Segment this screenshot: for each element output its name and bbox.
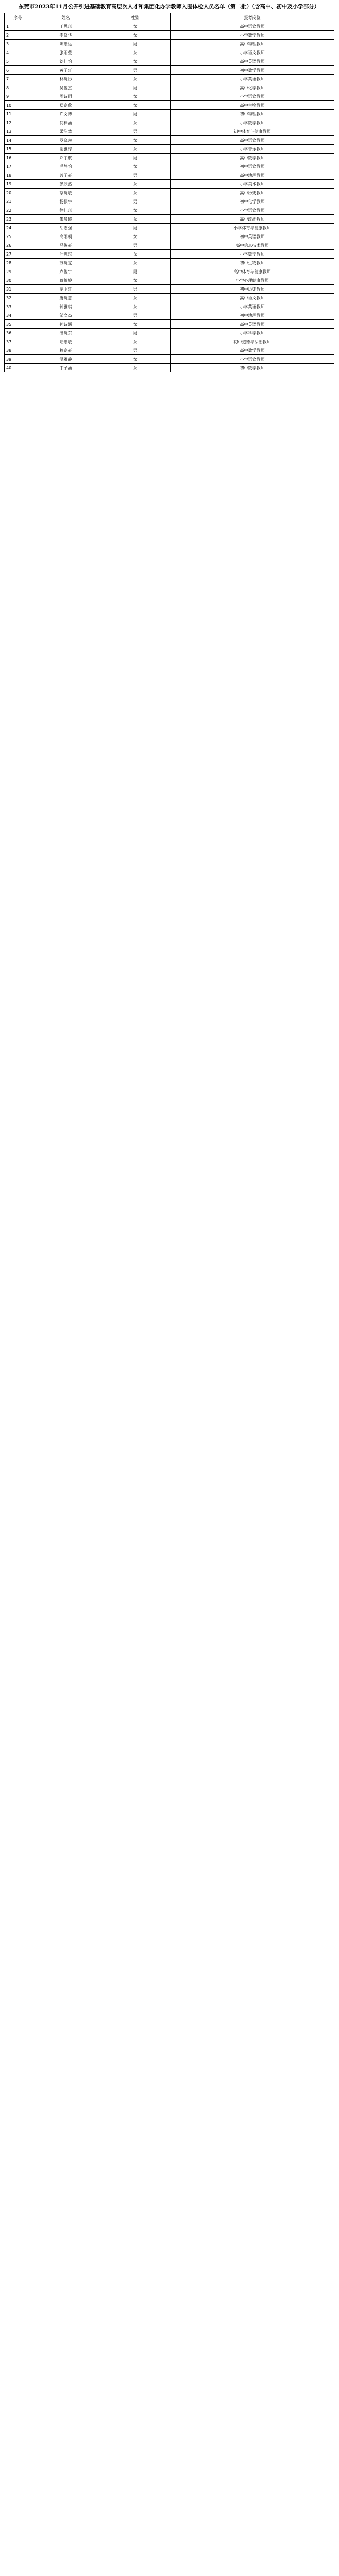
candidate-gender: 男 — [100, 197, 171, 206]
candidate-gender: 女 — [100, 118, 171, 127]
candidate-gender: 男 — [100, 110, 171, 118]
table-row — [5, 31, 334, 40]
applied-position: 高中数学教师 — [171, 154, 334, 162]
table-row — [5, 40, 334, 48]
table-row — [5, 215, 334, 224]
row-number: 22 — [5, 206, 31, 215]
candidate-gender: 女 — [100, 320, 171, 329]
candidate-name: 胡志强 — [31, 224, 100, 232]
table-row — [5, 48, 334, 57]
table-row — [5, 145, 334, 154]
table-row — [5, 162, 334, 171]
applied-position: 初中化学教师 — [171, 197, 334, 206]
candidate-gender: 女 — [100, 180, 171, 189]
candidate-gender: 女 — [100, 48, 171, 57]
row-number: 6 — [5, 66, 31, 75]
candidate-gender: 女 — [100, 355, 171, 364]
row-number: 27 — [5, 250, 31, 259]
applied-position: 高中英语教师 — [171, 320, 334, 329]
candidate-gender: 女 — [100, 215, 171, 224]
candidate-name: 郑嘉欣 — [31, 101, 100, 110]
applied-position: 初中数学教师 — [171, 66, 334, 75]
row-number: 39 — [5, 355, 31, 364]
candidate-gender: 男 — [100, 267, 171, 276]
candidate-name: 梁浩然 — [31, 127, 100, 136]
row-number: 2 — [5, 31, 31, 40]
row-number: 24 — [5, 224, 31, 232]
candidate-gender: 女 — [100, 250, 171, 259]
candidate-gender: 男 — [100, 285, 171, 294]
candidate-name: 钟雅琪 — [31, 302, 100, 311]
applied-position: 高中政治教师 — [171, 215, 334, 224]
table-row — [5, 276, 334, 285]
row-number: 5 — [5, 57, 31, 66]
candidate-name: 杨振宇 — [31, 197, 100, 206]
candidate-name: 叶思琪 — [31, 250, 100, 259]
table-row — [5, 171, 334, 180]
table-row — [5, 320, 334, 329]
candidate-gender: 女 — [100, 302, 171, 311]
table-row — [5, 302, 334, 311]
table-row — [5, 118, 334, 127]
table-row — [5, 337, 334, 346]
candidate-gender: 女 — [100, 101, 171, 110]
candidate-name: 刘佳怡 — [31, 57, 100, 66]
table-row — [5, 241, 334, 250]
candidate-gender: 女 — [100, 189, 171, 197]
applied-position: 小学体育与健康教师 — [171, 224, 334, 232]
table-row — [5, 311, 334, 320]
applied-position: 初中数学教师 — [171, 364, 334, 372]
row-number: 13 — [5, 127, 31, 136]
candidate-gender: 男 — [100, 329, 171, 337]
row-number: 35 — [5, 320, 31, 329]
row-number: 7 — [5, 75, 31, 83]
table-row — [5, 346, 334, 355]
candidate-name: 徐佳琪 — [31, 206, 100, 215]
candidate-gender: 女 — [100, 31, 171, 40]
candidate-name: 吴俊杰 — [31, 83, 100, 92]
table-row — [5, 154, 334, 162]
candidate-gender: 男 — [100, 224, 171, 232]
applied-position: 初中语文教师 — [171, 162, 334, 171]
header-number: 序号 — [5, 13, 31, 22]
row-number: 1 — [5, 22, 31, 31]
row-number: 37 — [5, 337, 31, 346]
row-number: 10 — [5, 101, 31, 110]
row-number: 17 — [5, 162, 31, 171]
header-name: 姓名 — [31, 13, 100, 22]
candidate-name: 林晓彤 — [31, 75, 100, 83]
table-row — [5, 57, 334, 66]
candidate-gender: 女 — [100, 337, 171, 346]
candidate-gender: 男 — [100, 40, 171, 48]
candidate-name: 邓宇航 — [31, 154, 100, 162]
table-header-row — [5, 13, 334, 22]
table-row — [5, 189, 334, 197]
table-row — [5, 232, 334, 241]
candidate-name: 黄子轩 — [31, 66, 100, 75]
row-number: 40 — [5, 364, 31, 372]
header-position: 报考岗位 — [171, 13, 334, 22]
row-number: 30 — [5, 276, 31, 285]
applied-position: 小学数学教师 — [171, 31, 334, 40]
candidate-gender: 女 — [100, 57, 171, 66]
table-row — [5, 259, 334, 267]
applied-position: 初中历史教师 — [171, 285, 334, 294]
candidate-gender: 女 — [100, 206, 171, 215]
applied-position: 高中化学教师 — [171, 83, 334, 92]
candidate-gender: 女 — [100, 136, 171, 145]
candidate-name: 孙诗涵 — [31, 320, 100, 329]
applied-position: 初中体育与健康教师 — [171, 127, 334, 136]
candidate-name: 何梓涵 — [31, 118, 100, 127]
table-row — [5, 22, 334, 31]
applied-position: 高中生物教师 — [171, 101, 334, 110]
candidate-gender: 女 — [100, 276, 171, 285]
row-number: 36 — [5, 329, 31, 337]
applied-position: 高中地理教师 — [171, 171, 334, 180]
row-number: 32 — [5, 294, 31, 302]
candidate-gender: 男 — [100, 171, 171, 180]
row-number: 11 — [5, 110, 31, 118]
header-gender: 性别 — [100, 13, 171, 22]
applied-position: 小学语文教师 — [171, 355, 334, 364]
candidate-gender: 女 — [100, 232, 171, 241]
applied-position: 高中语文教师 — [171, 22, 334, 31]
candidate-gender: 男 — [100, 154, 171, 162]
table-row — [5, 75, 334, 83]
table-row — [5, 206, 334, 215]
table-row — [5, 267, 334, 276]
table-row — [5, 364, 334, 372]
candidate-name: 陈思远 — [31, 40, 100, 48]
row-number: 21 — [5, 197, 31, 206]
applied-position: 小学语文教师 — [171, 206, 334, 215]
candidate-name: 冯静怡 — [31, 162, 100, 171]
applied-position: 小学心理健康教师 — [171, 276, 334, 285]
candidate-gender: 男 — [100, 241, 171, 250]
applied-position: 初中物理教师 — [171, 110, 334, 118]
table-row — [5, 83, 334, 92]
row-number: 14 — [5, 136, 31, 145]
applied-position: 小学科学教师 — [171, 329, 334, 337]
applied-position: 初中英语教师 — [171, 232, 334, 241]
candidate-gender: 男 — [100, 311, 171, 320]
table-row — [5, 92, 334, 101]
candidate-gender: 女 — [100, 75, 171, 83]
applied-position: 小学英语教师 — [171, 302, 334, 311]
document — [4, 3, 334, 372]
applied-position: 小学音乐教师 — [171, 145, 334, 154]
candidate-name: 范明轩 — [31, 285, 100, 294]
row-number: 16 — [5, 154, 31, 162]
applied-position: 高中语文教师 — [171, 294, 334, 302]
candidate-name: 丁子涵 — [31, 364, 100, 372]
applied-position: 高中语文教师 — [171, 136, 334, 145]
candidate-name: 朱晨曦 — [31, 215, 100, 224]
candidate-name: 唐晓慧 — [31, 294, 100, 302]
applied-position: 高中信息技术教师 — [171, 241, 334, 250]
candidate-gender: 女 — [100, 259, 171, 267]
candidate-name: 许文博 — [31, 110, 100, 118]
row-number: 3 — [5, 40, 31, 48]
row-number: 31 — [5, 285, 31, 294]
table-row — [5, 224, 334, 232]
candidate-gender: 男 — [100, 127, 171, 136]
row-number: 38 — [5, 346, 31, 355]
page-title: 东莞市2023年11月公开引进基础教育高层次人才和集团化办学教师入围体检人员名单（第二批）（含高中、初中及小学部分） — [18, 4, 320, 10]
candidate-name: 苏晓雯 — [31, 259, 100, 267]
row-number: 26 — [5, 241, 31, 250]
row-number: 12 — [5, 118, 31, 127]
row-number: 25 — [5, 232, 31, 241]
candidate-gender: 男 — [100, 346, 171, 355]
candidate-name: 温雅静 — [31, 355, 100, 364]
row-number: 23 — [5, 215, 31, 224]
applied-position: 高中历史教师 — [171, 189, 334, 197]
row-number: 34 — [5, 311, 31, 320]
candidate-gender: 女 — [100, 364, 171, 372]
candidate-gender: 女 — [100, 162, 171, 171]
applied-position: 高中数学教师 — [171, 346, 334, 355]
candidate-name: 陆思敏 — [31, 337, 100, 346]
table-row — [5, 127, 334, 136]
applied-position: 小学语文教师 — [171, 48, 334, 57]
row-number: 28 — [5, 259, 31, 267]
candidate-name: 谢雅婷 — [31, 145, 100, 154]
row-number: 4 — [5, 48, 31, 57]
row-number: 15 — [5, 145, 31, 154]
candidate-gender: 女 — [100, 294, 171, 302]
candidate-name: 蔡晓敏 — [31, 189, 100, 197]
candidate-name: 赖嘉豪 — [31, 346, 100, 355]
candidate-name: 邹文杰 — [31, 311, 100, 320]
row-number: 20 — [5, 189, 31, 197]
applied-position: 小学数学教师 — [171, 118, 334, 127]
table-row — [5, 136, 334, 145]
table-row — [5, 66, 334, 75]
table-row — [5, 294, 334, 302]
candidate-name: 潘晓东 — [31, 329, 100, 337]
applied-position: 高中物理教师 — [171, 40, 334, 48]
candidate-gender: 女 — [100, 145, 171, 154]
candidate-gender: 男 — [100, 83, 171, 92]
applied-position: 小学英语教师 — [171, 75, 334, 83]
applied-position: 高中英语教师 — [171, 57, 334, 66]
row-number: 8 — [5, 83, 31, 92]
table-row — [5, 197, 334, 206]
table-row — [5, 110, 334, 118]
row-number: 18 — [5, 171, 31, 180]
candidate-table — [4, 13, 334, 372]
candidate-name: 周诗雨 — [31, 92, 100, 101]
applied-position: 初中生物教师 — [171, 259, 334, 267]
row-number: 9 — [5, 92, 31, 101]
applied-position: 高中体育与健康教师 — [171, 267, 334, 276]
candidate-gender: 女 — [100, 22, 171, 31]
table-row — [5, 180, 334, 189]
table-row — [5, 285, 334, 294]
candidate-name: 高雨桐 — [31, 232, 100, 241]
row-number: 29 — [5, 267, 31, 276]
applied-position: 小学美术教师 — [171, 180, 334, 189]
candidate-gender: 女 — [100, 92, 171, 101]
candidate-name: 蒋婉婷 — [31, 276, 100, 285]
applied-position: 初中地理教师 — [171, 311, 334, 320]
candidate-name: 曾子豪 — [31, 171, 100, 180]
candidate-name: 罗晓琳 — [31, 136, 100, 145]
row-number: 19 — [5, 180, 31, 189]
candidate-name: 李晓华 — [31, 31, 100, 40]
applied-position: 小学数学教师 — [171, 250, 334, 259]
candidate-name: 王思琪 — [31, 22, 100, 31]
applied-position: 初中道德与法治教师 — [171, 337, 334, 346]
table-row — [5, 355, 334, 364]
candidate-name: 卢俊宇 — [31, 267, 100, 276]
candidate-name: 彭欣然 — [31, 180, 100, 189]
table-row — [5, 329, 334, 337]
row-number: 33 — [5, 302, 31, 311]
candidate-name: 马俊豪 — [31, 241, 100, 250]
applied-position: 小学语文教师 — [171, 92, 334, 101]
candidate-gender: 男 — [100, 66, 171, 75]
candidate-name: 张雨萱 — [31, 48, 100, 57]
table-row — [5, 101, 334, 110]
table-row — [5, 250, 334, 259]
